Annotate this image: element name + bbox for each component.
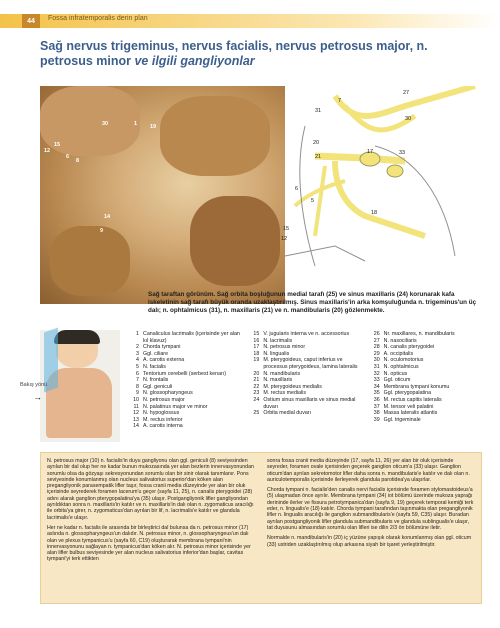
legend-number: 33 [373,377,380,384]
legend-number: 15 [253,331,260,337]
legend-text: A. carotis interna [143,423,183,430]
text-column-left [47,458,254,567]
legend-text: M. pterygoideus, caput inferius ve processus pterygoideus, lamina lateralis [263,357,358,370]
legend-item [248,397,362,410]
diagram-label: 21 [315,154,322,160]
legend-number: 34 [373,383,380,390]
legend-item [369,351,483,358]
legend-text: N. lacrimalis [263,337,293,344]
legend-item [128,423,242,430]
legend-item [369,417,483,424]
legend-text: N. lingualis [263,350,290,357]
page-number: 44 [22,14,40,28]
legend-text: Massa lateralis atlantis [383,410,438,417]
legend-text: Ggl. trigeminale [383,416,421,423]
photo-region-face [190,196,280,286]
legend-text: Ggl. geniculi [143,383,173,390]
legend-item [128,417,242,424]
photo-label: 12 [44,148,51,154]
view-direction-label: Bakış yönü [20,382,48,388]
legend-number: 32 [373,370,380,377]
nerve-diagram [275,86,485,271]
legend-text: Tentorium cerebelli (serbest kenarı) [143,370,227,377]
paragraph: Chorda tympani n. facialis'den canalis nervi facialis içerisinde foramen stylomastoideus'a (5) ulaşmadan önce ayrılır. Membrana tympani (34) iot bölümü üzerinde mukoza yaprağı derininde ilerler ve fissura petrotympanica'dan (sayfa 9, 19) geçerek temporal kemiği terk eder, n. lingualis'e (18) katılır. Chorda tympani tarafından taşınmakta olan pregangliyonik lifler n. lingualis aracılığı ile ganglion submandibularis'e (sayfa 59, C35) ulaşır. Buradan ayrılan postgangliyonik lifler glandula submandibularis ve glandula sublingualis'e ulaşır, tat duyusunu almasından sorumlu olan lifleri ise dilin 2/3 ön bölümüne iletir. [267,487,474,531]
legend-text: N. canalis pterygoidei [383,344,435,351]
legend-item [369,357,483,364]
legend-item [369,364,483,371]
legend-item [128,404,242,411]
photo-label: 8 [76,158,80,164]
legend-text: N. frontalis [143,377,169,384]
legend-text: Membrana tympani konumu [383,383,450,390]
legend-item [369,371,483,378]
photo-label: 1 [134,121,138,127]
legend-text: N. opticus [383,370,408,377]
legend-item [248,410,362,417]
legend-item [248,371,362,378]
legend-item [369,331,483,338]
legend-item [369,410,483,417]
legend-text: N. facialis [143,363,166,370]
legend-number: 24 [253,396,260,403]
legend-number: 12 [133,410,139,417]
diagram-label: 15 [283,226,290,232]
legend-text: N. mandibularis [263,370,301,377]
legend-text: Canaliculus lacrimalis (içerisinde yer alan kıl klavuz) [143,331,240,344]
legend-text: N. glossopharyngeus [143,390,193,397]
legend-item [248,384,362,391]
legend-text: N. petrosus minor [263,344,306,351]
legend-number: 20 [253,370,260,377]
photo-label: 6 [66,154,70,160]
legend-item [369,344,483,351]
legend-item [128,397,242,404]
legend-item [248,377,362,384]
legend-number: 2 [136,344,139,351]
diagram-label: 30 [405,116,412,122]
legend-text: N. nasociliaris [383,337,417,344]
paragraph: N. petrosus major (10) n. facialis'in duyu gangliyonu olan ggl. geniculi (8) seviyesinden ayrılan bir dal olup her ne kadar bunun mukozasında yer alan bezlerin innervasyonundan sorumlu olsa da gözyaşı sekresyonundan sorumlu olan bir sinir olarak tanımlanır. Pons seviyesinde konumlanmış olan nucleus salivatorius superior'dan köken alan pregangliyonik parasempatik lifler taşır, fossa cranii media düzeyinde yer alan bir oluk içerisinde seyrederek foramen lacerum'u geçer (sayfa 11, 25), n. canalis pterygoidei (28) adını alarak ganglion pterygopalatina'ya (35) ulaşır. Postgangliyonik lifler gangliyondan ayrıldıktan sonra n. maxillaris'in katılır ve n. maxillaris'in dalı olan n. zygomaticus aracılığı ile orbita'ya girer, n. zygomaticus'dan ayrılan bir lif, n. lacrimalis'e katılır ve glandula lacrimalis'e ulaşır. [47,458,254,521]
legend-item [369,338,483,345]
legend-number: 13 [133,416,139,423]
photo-label: 9 [100,228,104,234]
legend-number: 7 [136,377,139,384]
legend-text: Nr. maxillares, n. mandibularis [383,331,455,337]
legend-number: 10 [133,396,139,403]
legend-text: M. rectus inferior [143,416,183,423]
legend-item [128,410,242,417]
legend-number: 37 [373,403,380,410]
legend-column-1 [128,331,242,430]
legend-text: M. rectus capitis lateralis [383,396,442,403]
legend-text: Orbita medial duvarı [263,410,312,417]
legend-number: 27 [373,337,380,344]
legend-number: 3 [136,350,139,357]
legend-number: 26 [373,331,380,337]
legend-item [128,371,242,378]
legend-item [128,344,242,351]
legend-item [369,404,483,411]
legend-item [128,357,242,364]
figure-caption: Sağ taraftan görünüm. Sağ orbita boşluğunun medial tarafı (25) ve sinus maxillaris (24) korunarak kafa iskeletinin sağ tarafı büyük oranda uzaklaştırılmış. Sinus maxillaris'in arka komşuluğunda n. trigeminus'un üç dalı; n. ophtalmicus (31), n. maxillaris (21) ve n. mandibularis (20) gözlenmekte. [148,291,477,314]
legend-item [248,357,362,370]
legend-item [369,390,483,397]
diagram-label: 12 [281,236,288,242]
legend-number: 17 [253,344,260,351]
legend-text: M. rectus medialis [263,390,307,397]
paragraph: Her ne kadar n. facialis ile arasında bir birleştirici dal bulunsa da n. petrosus minor (17) aslında n. glossopharyngeus'un dalıdır. N. petrosus minor, n. glossopharyngeus'un dalı olan ve plexus tympanicus'u (sayfa 60, C19) oluşturarak membrana tympani'nin innervasyonunu sağlayan n. tympanicus'dan köken alır. N. petrosus minor içerisinde yer alan lifler bulbus seviyesinde yer alan nucleus salivatorius inferior'dan başlar, cavitas tympani'yi terk ettikten [47,524,251,563]
legend-number: 36 [373,396,380,403]
legend-number: 14 [133,423,139,430]
legend-column-2 [248,331,362,430]
nerve-diagram-svg [275,86,485,271]
view-direction-figure [40,330,120,442]
photo-label: 15 [54,142,61,148]
title-main: Sağ nervus trigeminus, nervus facialis, nervus petrosus major, n. petrosus minor [40,39,428,68]
legend-number: 35 [373,390,380,397]
dissection-photo [40,86,288,304]
legend-text: Ostium sinus maxillaris ve sinus medial duvarı [263,396,356,410]
photo-label: 14 [104,214,111,220]
legend-column-3 [369,331,483,430]
diagram-label: 18 [371,210,378,216]
legend-number: 16 [253,337,260,344]
legend-text: Ggl. oticum [383,377,411,384]
legend-number: 11 [133,403,139,410]
legend-text: Ggl. pterygopalatina [383,390,432,397]
legend-number: 31 [373,363,380,370]
legend-number: 1 [136,331,139,337]
legend-text: Chorda tympani [143,344,181,351]
legend-number: 9 [136,390,139,397]
legend [128,331,483,430]
legend-item [128,364,242,371]
legend-item [248,344,362,351]
legend-number: 22 [253,383,260,390]
legend-text: N. petrosus major [143,396,185,403]
legend-text: N. hypoglossus [143,410,180,417]
legend-text: V. jugularis interna ve n. accessorius [263,331,350,337]
text-box [40,452,482,604]
photo-label: 19 [150,124,157,130]
diagram-label: 20 [313,140,320,146]
page-title [40,39,480,69]
legend-number: 23 [253,390,260,397]
legend-number: 5 [136,363,139,370]
legend-number: 19 [253,357,260,364]
diagram-label: 27 [403,90,410,96]
legend-number: 25 [253,410,260,417]
view-arrow-icon: → [33,392,42,402]
diagram-label: 5 [311,198,315,204]
legend-number: 8 [136,383,139,390]
legend-text: N. oculomotorius [383,357,424,364]
diagram-label: 7 [338,98,342,104]
legend-item [128,351,242,358]
legend-number: 30 [373,357,380,364]
paragraph: Normalde n. mandibularis'in (20) iç yüzüne yapışık olarak konumlanmış olan ggl. oticum (33) ustriden uzaklaştırılmış olup arkasına siyah bir işaret yerleştirilmiştir. [267,535,472,548]
diagram-label: 31 [315,108,322,114]
legend-number: 4 [136,357,139,364]
legend-item [128,390,242,397]
legend-number: 6 [136,370,139,377]
legend-text: A. occipitalis [383,350,414,357]
diagram-label: 33 [399,150,406,156]
legend-text: M. tensor veli palatini [383,403,434,410]
title-italic: ve ilgili gangliyonlar [134,54,255,68]
legend-text: A. carotis externa [143,357,185,364]
legend-text: N. maxillaris [263,377,293,384]
legend-item [369,397,483,404]
photo-region-neck [50,226,130,296]
legend-text: N. ophtalmicus [383,363,419,370]
legend-item [128,384,242,391]
legend-item [248,331,362,338]
legend-number: 21 [253,377,260,384]
legend-number: 29 [373,350,380,357]
legend-item [248,351,362,358]
legend-item [128,331,242,344]
hair [54,330,100,344]
legend-text: N. palatinus major ve minor [143,403,208,410]
section-label: Fossa infratemporalis derin plan [48,15,148,22]
legend-text: M. pterygoideus medialis [263,383,322,390]
diagram-label: 6 [295,186,299,192]
legend-item [248,390,362,397]
legend-number: 39 [373,416,380,423]
legend-number: 18 [253,350,260,357]
photo-label: 30 [102,121,109,127]
legend-item [248,338,362,345]
legend-number: 28 [373,344,380,351]
legend-number: 38 [373,410,380,417]
legend-item [369,377,483,384]
paragraph: sonra fossa cranii media düzeyinde (17, sayfa 11, 26) yer alan bir oluk içerisinde seyreder, foramen ovale içerisinden geçerek ganglion oticum'a (33) ulaşır. Ganglion oticum'dan ayrılan sekretomotor lifler daha sonra n. mandibularis'e katılır ve dalı olan n. auriculotemporalis içerisinde ilerleyerek glandula parotidea'ya ulaşırlar. [267,458,470,483]
text-column-right [267,458,474,552]
photo-region-orbit [160,96,270,176]
legend-text: Ggl. ciliare [143,350,169,357]
diagram-label: 17 [367,149,374,155]
legend-item [128,377,242,384]
legend-item [369,384,483,391]
